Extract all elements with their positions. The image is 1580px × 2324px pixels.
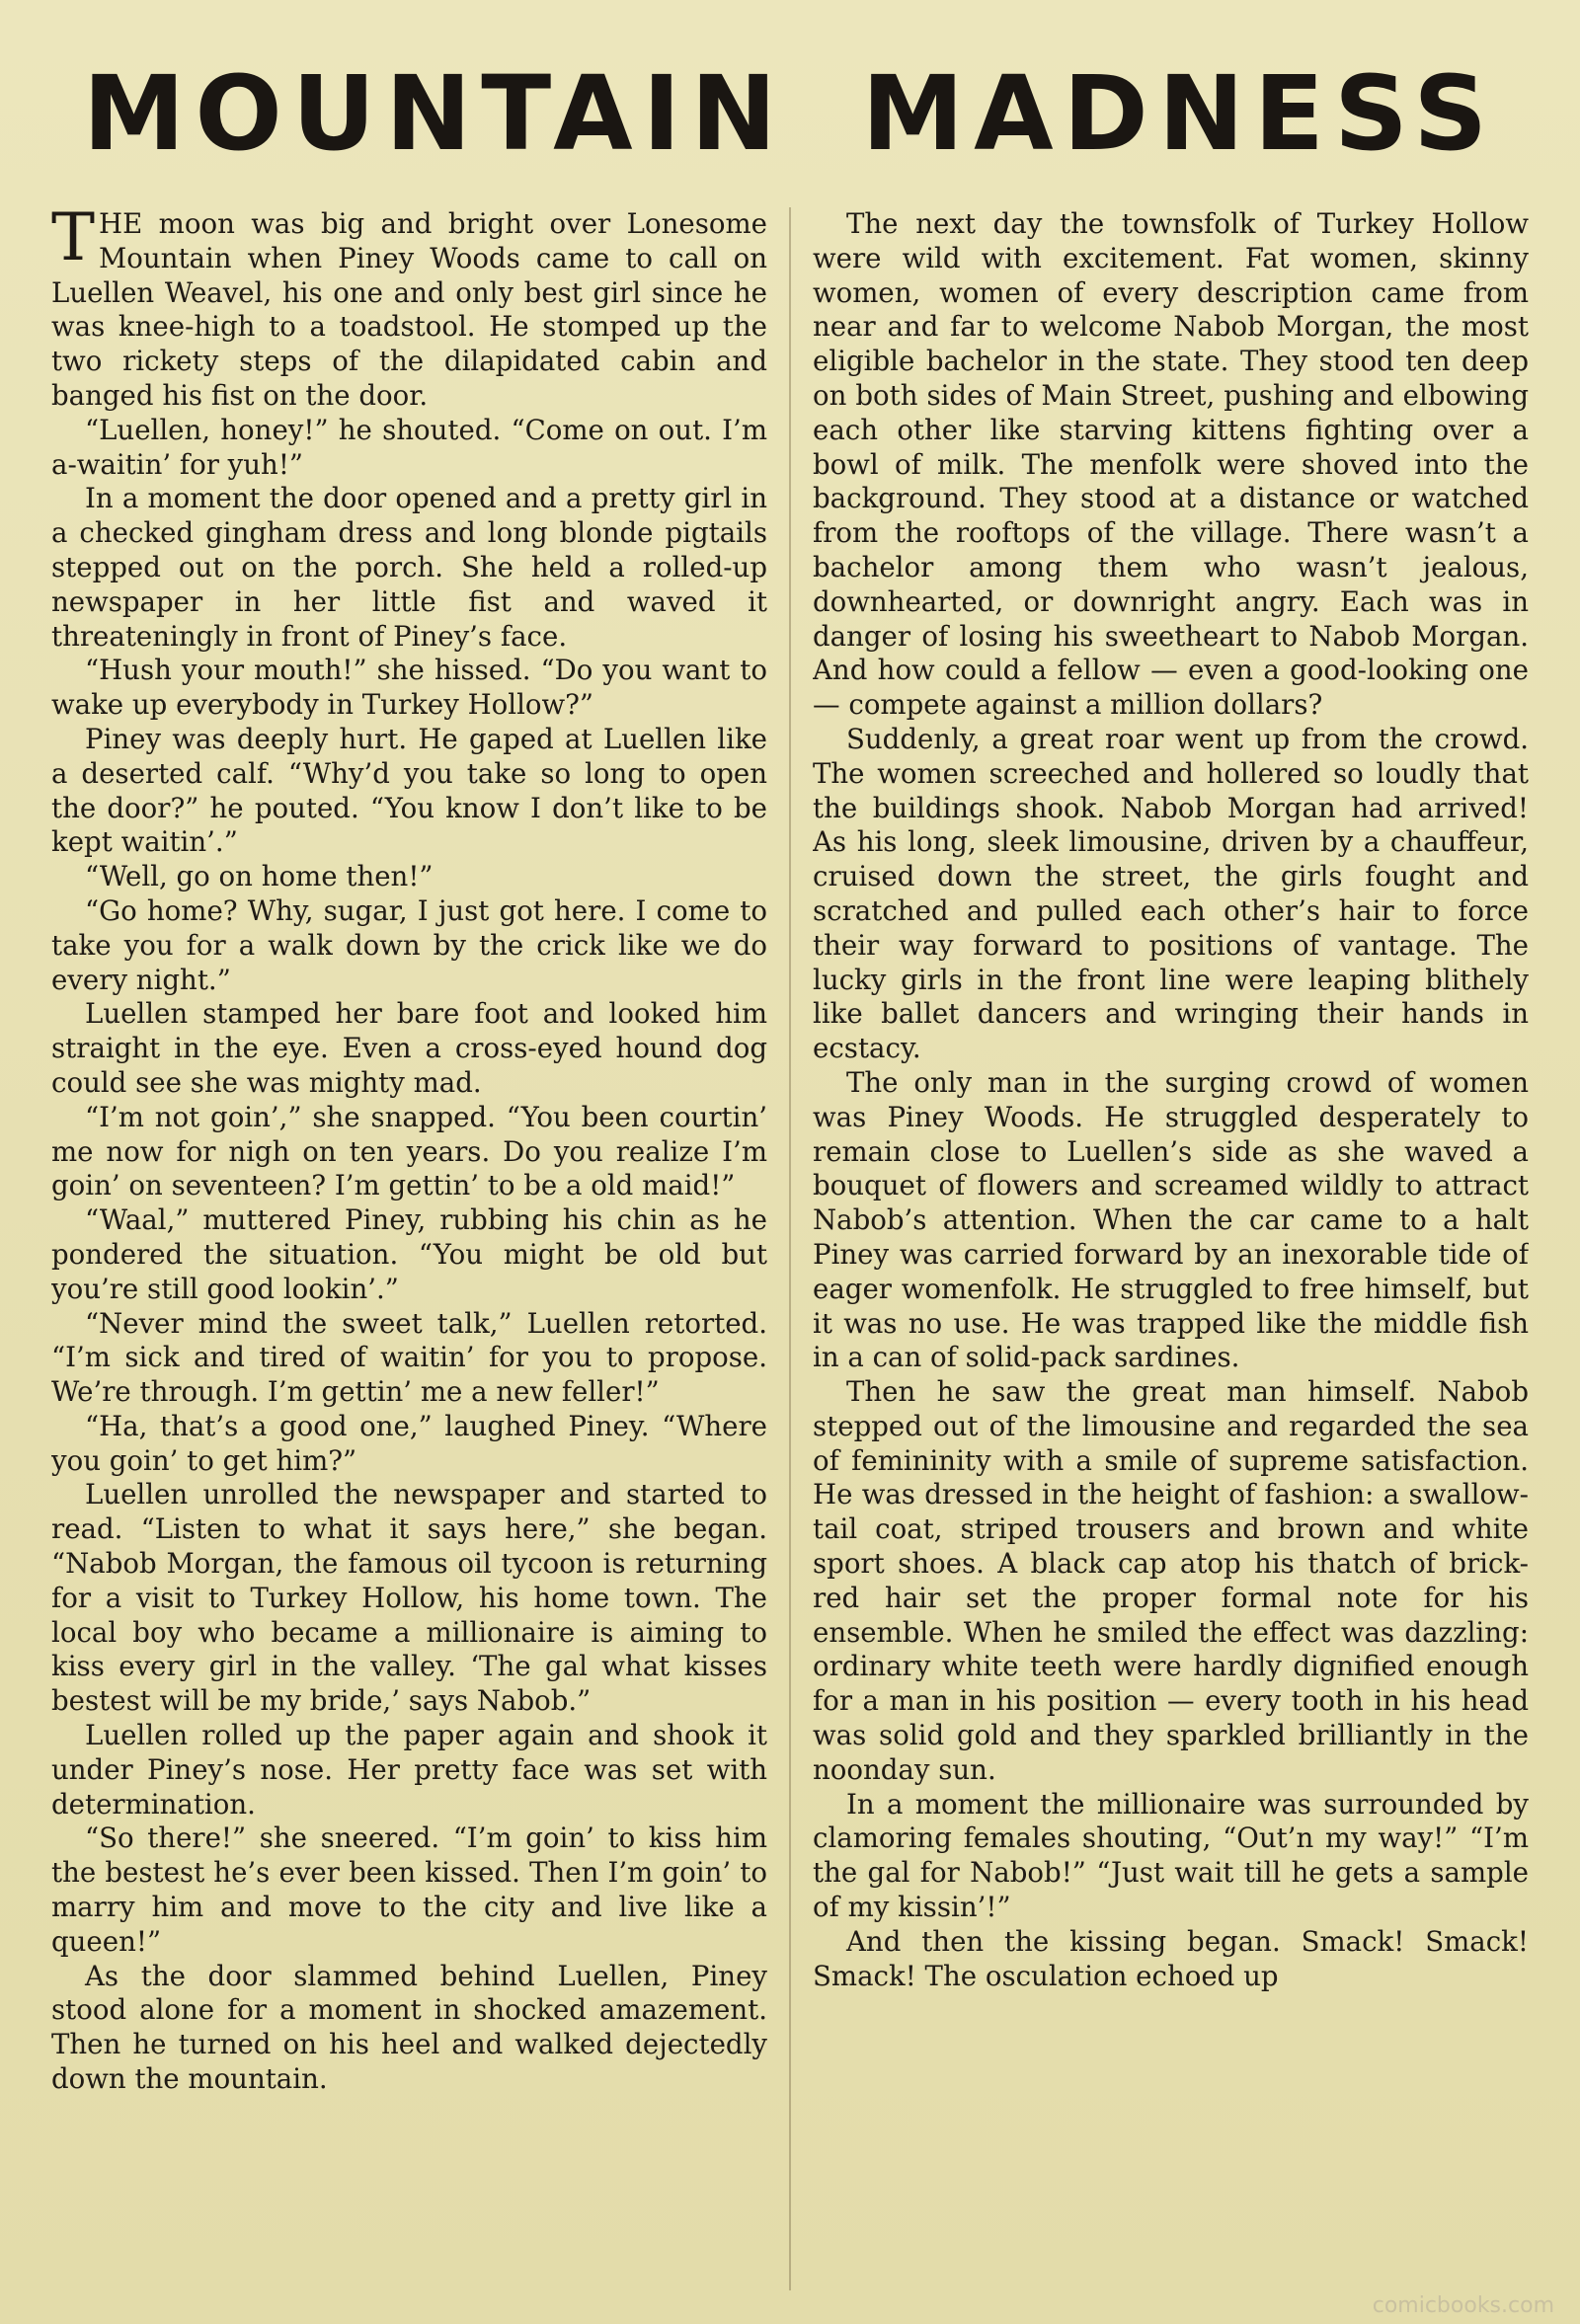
- paragraph: “Go home? Why, sugar, I just got here. I come to take you for a walk down by the crick like we do every night.”: [51, 893, 767, 996]
- paragraph: Piney was deeply hurt. He gaped at Luellen like a deserted calf. “Why’d you take so long to open the door?” he pouted. “You know I don’t like to be kept waitin’.”: [51, 722, 767, 859]
- left-column: [51, 207, 767, 2300]
- column-divider: [789, 207, 791, 2290]
- paragraph: In a moment the millionaire was surrounded by clamoring females shouting, “Out’n my way!” “I’m the gal for Nabob!” “Just wait till he gets a sample of my kissin’!”: [813, 1787, 1529, 1924]
- paragraph: “Waal,” muttered Piney, rubbing his chin as he pondered the situation. “You might be old but you’re still good lookin’.”: [51, 1203, 767, 1305]
- paragraph: Then he saw the great man himself. Nabob stepped out of the limousine and regarded the sea of femininity with a smile of supreme satisfaction. He was dressed in the height of fashion: a swallow-tail coat, striped trousers and brown and white sport shoes. A black cap atop his thatch of brick-red hair set the proper formal note for his ensemble. When he smiled the effect was dazzling: ordinary white teeth were hardly dignified enough for a man in his position — every tooth in his head was solid gold and they sparkled brilliantly in the noonday sun.: [813, 1375, 1529, 1786]
- source-watermark: comicbooks.com: [1372, 2293, 1554, 2318]
- drop-cap: T: [51, 207, 96, 275]
- paragraph: “Ha, that’s a good one,” laughed Piney. “Where you goin’ to get him?”: [51, 1409, 767, 1477]
- paragraph: THE moon was big and bright over Lonesome Mountain when Piney Woods came to call on Luellen Weavel, his one and only best girl since he was knee-high to a toadstool. He stomped up the two rickety steps of the dilapidated cabin and banged his fist on the door.: [51, 207, 767, 412]
- paragraph: “I’m not goin’,” she snapped. “You been courtin’ me now for nigh on ten years. Do you realize I’m goin’ on seventeen? I’m gettin’ to be a old maid!”: [51, 1100, 767, 1202]
- text-columns: [51, 207, 1529, 2300]
- paragraph: “So there!” she sneered. “I’m goin’ to kiss him the bestest he’s ever been kissed. Then I’m goin’ to marry him and move to the city and live like a queen!”: [51, 1821, 767, 1958]
- paragraph: “Never mind the sweet talk,” Luellen retorted. “I’m sick and tired of waitin’ for you to propose. We’re through. I’m gettin’ me a new feller!”: [51, 1306, 767, 1409]
- right-column: [813, 207, 1529, 2300]
- paragraph: “Well, go on home then!”: [85, 860, 434, 893]
- paragraph: Suddenly, a great roar went up from the crowd. The women screeched and hollered so loudly that the buildings shook. Nabob Morgan had arrived! As his long, sleek limousine, driven by a chauffeur, cruised down the street, the girls fought and scratched and pulled each other’s hair to force their way forward to positions of vantage. The lucky girls in the front line were leaping blithely like ballet dancers and wringing their hands in ecstacy.: [813, 722, 1529, 1065]
- paragraph: “Luellen, honey!” he shouted. “Come on out. I’m a-waitin’ for yuh!”: [51, 413, 767, 481]
- paragraph: “Hush your mouth!” she hissed. “Do you want to wake up everybody in Turkey Hollow?”: [51, 654, 767, 722]
- story-title: MOUNTAIN MADNESS: [82, 53, 1498, 174]
- paragraph: In a moment the door opened and a pretty girl in a checked gingham dress and long blonde pigtails stepped out on the porch. She held a rolled-up newspaper in her little fist and waved it threateningly in front of Piney’s face.: [51, 482, 767, 653]
- paragraph: The only man in the surging crowd of women was Piney Woods. He struggled desperately to remain close to Luellen’s side as she waved a bouquet of flowers and screamed wildly to attract Nabob’s attention. When the car came to a halt Piney was carried forward by an inexorable tide of eager womenfolk. He struggled to free himself, but it was no use. He was trapped like the middle fish in a can of solid-pack sardines.: [813, 1065, 1529, 1374]
- paragraph: Luellen unrolled the newspaper and started to read. “Listen to what it says here,” she began. “Nabob Morgan, the famous oil tycoon is returning for a visit to Turkey Hollow, his home town. The local boy who became a millionaire is aiming to kiss every girl in the valley. ‘The gal what kisses bestest will be my bride,’ says Nabob.”: [51, 1478, 767, 1718]
- paragraph: The next day the townsfolk of Turkey Hollow were wild with excitement. Fat women, skinny women, women of every description came from near and far to welcome Nabob Morgan, the most eligible bachelor in the state. They stood ten deep on both sides of Main Street, pushing and elbowing each other like starving kittens fighting over a bowl of milk. The menfolk were shoved into the background. They stood at a distance or watched from the rooftops of the village. There wasn’t a bachelor among them who wasn’t jealous, downhearted, or downright angry. Each was in danger of losing his sweetheart to Nabob Morgan. And how could a fellow — even a good-looking one — compete against a million dollars?: [813, 207, 1529, 722]
- paragraph: As the door slammed behind Luellen, Piney stood alone for a moment in shocked amazement. Then he turned on his heel and walked dejectedly down the mountain.: [51, 1959, 767, 2096]
- paragraph: Luellen rolled up the paper again and shook it under Piney’s nose. Her pretty face was set with determination.: [51, 1719, 767, 1820]
- paragraph: And then the kissing began. Smack! Smack! Smack! The osculation echoed up: [813, 1924, 1529, 1992]
- paragraph: Luellen stamped her bare foot and looked him straight in the eye. Even a cross-eyed hound dog could see she was mighty mad.: [51, 997, 767, 1099]
